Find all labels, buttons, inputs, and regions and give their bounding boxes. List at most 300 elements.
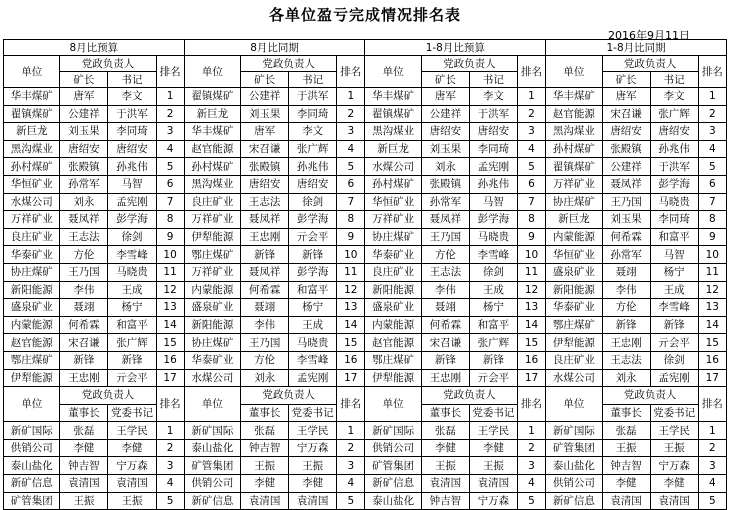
director-cell: 何希霖 — [241, 281, 289, 299]
unit-cell: 伊犁能源 — [184, 228, 240, 246]
unit-cell: 内蒙能源 — [546, 228, 602, 246]
director-cell: 公建祥 — [241, 88, 289, 106]
unit-cell: 翟镇煤矿 — [365, 105, 421, 123]
party-secretary-cell: 袁清国 — [469, 475, 517, 493]
rank-cell: 2 — [337, 105, 365, 123]
unit-cell: 华丰煤矿 — [184, 123, 240, 141]
director-header: 矿长 — [241, 72, 289, 88]
chairman-cell: 钟吉智 — [60, 457, 108, 475]
rank-cell: 15 — [156, 334, 184, 352]
rank-cell: 9 — [698, 228, 726, 246]
party-secretary-cell: 王学民 — [650, 422, 698, 440]
director-cell: 唐军 — [421, 88, 469, 106]
table-row — [4, 263, 727, 281]
director-cell: 何希霖 — [60, 316, 108, 334]
unit-cell: 良庄矿业 — [184, 193, 240, 211]
secretary-cell: 李同琦 — [650, 211, 698, 229]
rank-cell: 14 — [156, 316, 184, 334]
unit-cell: 黑沟煤业 — [546, 123, 602, 141]
unit-cell: 水煤公司 — [184, 369, 240, 387]
unit-cell: 内蒙能源 — [4, 316, 60, 334]
rank-cell: 5 — [337, 492, 365, 510]
director-cell: 李伟 — [60, 281, 108, 299]
secretary-cell: 徐剑 — [289, 193, 337, 211]
rank-cell: 15 — [698, 334, 726, 352]
unit-header: 单位 — [184, 387, 240, 422]
rank-header: 排名 — [517, 56, 545, 88]
secretary-cell: 徐剑 — [108, 228, 156, 246]
director-cell: 聂凤祥 — [602, 175, 650, 193]
secretary-cell: 孙兆伟 — [289, 158, 337, 176]
secretary-cell: 彭学海 — [650, 175, 698, 193]
secretary-cell: 亓会平 — [108, 369, 156, 387]
director-cell: 公建祥 — [421, 105, 469, 123]
unit-cell: 新阳能源 — [4, 281, 60, 299]
rank-cell: 10 — [156, 246, 184, 264]
secretary-cell: 李文 — [289, 123, 337, 141]
rank-cell: 1 — [698, 88, 726, 106]
rank-cell: 13 — [337, 299, 365, 317]
secretary-cell: 马晓贵 — [469, 228, 517, 246]
secretary-cell: 李同琦 — [289, 105, 337, 123]
unit-cell: 孙村煤矿 — [546, 140, 602, 158]
rank-cell: 4 — [698, 140, 726, 158]
unit-cell: 良庄矿业 — [365, 263, 421, 281]
unit-cell: 赵官能源 — [184, 140, 240, 158]
unit-cell: 新矿信息 — [184, 492, 240, 510]
secretary-cell: 新锋 — [289, 246, 337, 264]
unit-cell: 赵官能源 — [365, 334, 421, 352]
rank-cell: 3 — [337, 123, 365, 141]
rank-cell: 3 — [337, 457, 365, 475]
rank-cell: 13 — [517, 299, 545, 317]
secretary-cell: 王成 — [650, 281, 698, 299]
party-secretary-cell: 宁万森 — [650, 457, 698, 475]
party-secretary-header: 党委书记 — [108, 404, 156, 422]
secretary-cell: 李文 — [469, 88, 517, 106]
secretary-cell: 李文 — [108, 88, 156, 106]
secretary-cell: 杨宁 — [289, 299, 337, 317]
rank-cell: 10 — [698, 246, 726, 264]
unit-cell: 鄂庄煤矿 — [4, 351, 60, 369]
director-cell: 王乃国 — [60, 263, 108, 281]
secretary-cell: 张广辉 — [469, 334, 517, 352]
director-cell: 孙常军 — [60, 175, 108, 193]
secretary-cell: 唐绍安 — [650, 123, 698, 141]
director-cell: 方伦 — [421, 246, 469, 264]
unit-cell: 水煤公司 — [4, 193, 60, 211]
rank-cell: 9 — [337, 228, 365, 246]
secretary-cell: 和富平 — [650, 228, 698, 246]
chairman-cell: 袁清国 — [602, 492, 650, 510]
rank-cell: 10 — [517, 246, 545, 264]
secretary-cell: 孙兆伟 — [469, 175, 517, 193]
director-cell: 何希霖 — [602, 228, 650, 246]
secretary-header: 书记 — [469, 72, 517, 88]
report-title: 各单位盈亏完成情况排名表 — [268, 6, 461, 24]
chairman-cell: 钟吉智 — [421, 492, 469, 510]
rank-cell: 13 — [698, 299, 726, 317]
table-row — [4, 422, 727, 440]
chairman-header: 董事长 — [241, 404, 289, 422]
unit-cell: 华泰矿业 — [365, 246, 421, 264]
secretary-cell: 新锋 — [108, 351, 156, 369]
director-cell: 张殿镇 — [60, 158, 108, 176]
secretary-cell: 李雪峰 — [108, 246, 156, 264]
rank-header: 排名 — [156, 56, 184, 88]
unit-cell: 黑沟煤业 — [4, 140, 60, 158]
rank-cell: 5 — [156, 492, 184, 510]
chairman-cell: 钟吉智 — [602, 457, 650, 475]
leaders-header: 党政负责人 — [60, 387, 156, 405]
unit-cell: 良庄矿业 — [4, 228, 60, 246]
leaders-header: 党政负责人 — [602, 387, 698, 405]
unit-cell: 内蒙能源 — [365, 316, 421, 334]
secretary-cell: 王成 — [289, 316, 337, 334]
rank-cell: 2 — [698, 439, 726, 457]
secretary-cell: 马晓贵 — [650, 193, 698, 211]
unit-cell: 赵官能源 — [546, 105, 602, 123]
unit-cell: 盛泉矿业 — [365, 299, 421, 317]
director-cell: 聂翊 — [60, 299, 108, 317]
rank-cell: 10 — [337, 246, 365, 264]
secretary-cell: 张广辉 — [650, 105, 698, 123]
rank-cell: 12 — [517, 281, 545, 299]
director-cell: 新锋 — [421, 351, 469, 369]
rank-cell: 16 — [517, 351, 545, 369]
party-secretary-header: 党委书记 — [469, 404, 517, 422]
unit-cell: 协庄煤矿 — [4, 263, 60, 281]
director-cell: 刘玉果 — [241, 105, 289, 123]
secretary-cell: 王成 — [469, 281, 517, 299]
rank-cell: 1 — [337, 422, 365, 440]
rank-cell: 8 — [517, 211, 545, 229]
rank-header: 排名 — [337, 56, 365, 88]
secretary-cell: 于洪军 — [469, 105, 517, 123]
rank-cell: 2 — [337, 439, 365, 457]
director-cell: 刘玉果 — [421, 140, 469, 158]
director-cell: 唐绍安 — [241, 175, 289, 193]
chairman-cell: 张磊 — [60, 422, 108, 440]
section-header-row — [4, 40, 727, 56]
party-secretary-cell: 袁清国 — [650, 492, 698, 510]
unit-cell: 华丰煤矿 — [4, 88, 60, 106]
unit-cell: 水煤公司 — [365, 158, 421, 176]
secretary-cell: 孟宪刚 — [289, 369, 337, 387]
table-row — [4, 140, 727, 158]
rank-cell: 15 — [337, 334, 365, 352]
unit-cell: 新巨龙 — [365, 140, 421, 158]
party-secretary-cell: 宁万森 — [469, 492, 517, 510]
unit-cell: 万祥矿业 — [184, 211, 240, 229]
rank-header: 排名 — [698, 56, 726, 88]
rank-cell: 3 — [517, 457, 545, 475]
unit-cell: 盛泉矿业 — [184, 299, 240, 317]
secretary-cell: 彭学海 — [469, 211, 517, 229]
director-cell: 新锋 — [60, 351, 108, 369]
table-row — [4, 457, 727, 475]
director-cell: 李伟 — [241, 316, 289, 334]
rank-cell: 3 — [156, 457, 184, 475]
secretary-cell: 于洪军 — [108, 105, 156, 123]
unit-cell: 矿管集团 — [4, 492, 60, 510]
unit-cell: 供销公司 — [365, 439, 421, 457]
unit-cell: 鄂庄煤矿 — [546, 316, 602, 334]
rank-cell: 6 — [698, 175, 726, 193]
unit-cell: 内蒙能源 — [184, 281, 240, 299]
rank-cell: 17 — [156, 369, 184, 387]
director-cell: 刘玉果 — [60, 123, 108, 141]
table-row — [4, 316, 727, 334]
rank-cell: 11 — [337, 263, 365, 281]
unit-cell: 新阳能源 — [365, 281, 421, 299]
unit-cell: 矿管集团 — [546, 439, 602, 457]
rank-cell: 3 — [156, 123, 184, 141]
rank-cell: 13 — [156, 299, 184, 317]
rank-cell: 5 — [698, 492, 726, 510]
table-row — [4, 211, 727, 229]
party-secretary-cell: 袁清国 — [108, 475, 156, 493]
rank-cell: 8 — [698, 211, 726, 229]
section-label: 8月比同期 — [184, 40, 365, 56]
unit-cell: 新矿国际 — [365, 422, 421, 440]
director-cell: 唐军 — [60, 88, 108, 106]
chairman-cell: 袁清国 — [421, 475, 469, 493]
secretary-cell: 李雪峰 — [650, 299, 698, 317]
chairman-cell: 王振 — [602, 439, 650, 457]
table-row — [4, 193, 727, 211]
rank-cell: 6 — [156, 175, 184, 193]
secretary-header: 书记 — [108, 72, 156, 88]
secretary-cell: 新锋 — [469, 351, 517, 369]
leaders-header: 党政负责人 — [421, 56, 517, 72]
chairman-cell: 张磊 — [421, 422, 469, 440]
rank-cell: 12 — [698, 281, 726, 299]
leaders-header: 党政负责人 — [421, 387, 517, 405]
party-secretary-cell: 王振 — [108, 492, 156, 510]
rank-cell: 4 — [337, 140, 365, 158]
chairman-cell: 王振 — [421, 457, 469, 475]
secretary-cell: 唐绍安 — [469, 123, 517, 141]
director-header: 矿长 — [602, 72, 650, 88]
rank-cell: 6 — [337, 175, 365, 193]
secretary-cell: 王成 — [108, 281, 156, 299]
director-cell: 李伟 — [421, 281, 469, 299]
table-row — [4, 299, 727, 317]
secretary-cell: 亓会平 — [289, 228, 337, 246]
unit-cell: 矿管集团 — [365, 457, 421, 475]
chairman-cell: 张磊 — [602, 422, 650, 440]
party-secretary-cell: 李健 — [289, 475, 337, 493]
leaders-header: 党政负责人 — [241, 387, 337, 405]
unit-cell: 翟镇煤矿 — [184, 88, 240, 106]
rank-cell: 14 — [698, 316, 726, 334]
unit-cell: 华恒矿业 — [546, 246, 602, 264]
director-cell: 唐绍安 — [60, 140, 108, 158]
rank-cell: 2 — [156, 439, 184, 457]
director-cell: 宋召谦 — [60, 334, 108, 352]
secretary-cell: 亓会平 — [469, 369, 517, 387]
unit-cell: 盛泉矿业 — [546, 263, 602, 281]
director-cell: 聂翊 — [421, 299, 469, 317]
director-cell: 聂翊 — [602, 263, 650, 281]
table-row — [4, 123, 727, 141]
chairman-header: 董事长 — [602, 404, 650, 422]
secretary-cell: 孟宪刚 — [108, 193, 156, 211]
rank-cell: 7 — [337, 193, 365, 211]
director-cell: 张殿镇 — [241, 158, 289, 176]
chairman-cell: 王振 — [60, 492, 108, 510]
chairman-cell: 李健 — [421, 439, 469, 457]
rank-cell: 5 — [337, 158, 365, 176]
party-secretary-cell: 王振 — [469, 457, 517, 475]
director-cell: 方伦 — [602, 299, 650, 317]
unit-cell: 良庄矿业 — [546, 351, 602, 369]
rank-cell: 14 — [337, 316, 365, 334]
report-date: 2016年9月11日 — [608, 29, 690, 42]
rank-cell: 8 — [337, 211, 365, 229]
secretary-header: 书记 — [650, 72, 698, 88]
director-cell: 刘永 — [602, 369, 650, 387]
ranking-table — [3, 39, 727, 510]
director-cell: 王志法 — [241, 193, 289, 211]
chairman-cell: 李健 — [60, 439, 108, 457]
director-cell: 李伟 — [602, 281, 650, 299]
secretary-header: 书记 — [289, 72, 337, 88]
secretary-cell: 彭学海 — [289, 211, 337, 229]
director-cell: 宋召谦 — [241, 140, 289, 158]
director-cell: 刘永 — [60, 193, 108, 211]
secretary-cell: 马晓贵 — [289, 334, 337, 352]
unit-cell: 华丰煤矿 — [546, 88, 602, 106]
rank-cell: 1 — [698, 422, 726, 440]
party-secretary-cell: 王振 — [289, 457, 337, 475]
director-cell: 刘玉果 — [602, 211, 650, 229]
chairman-cell: 王振 — [241, 457, 289, 475]
unit-cell: 新矿信息 — [365, 475, 421, 493]
unit-cell: 协庄煤矿 — [365, 228, 421, 246]
director-cell: 王忠刚 — [602, 334, 650, 352]
party-secretary-cell: 宁万森 — [108, 457, 156, 475]
secretary-cell: 彭学海 — [108, 211, 156, 229]
unit-cell: 孙村煤矿 — [365, 175, 421, 193]
unit-cell: 新阳能源 — [546, 281, 602, 299]
unit-cell: 万祥矿业 — [184, 263, 240, 281]
party-secretary-header: 党委书记 — [650, 404, 698, 422]
rank-cell: 9 — [517, 228, 545, 246]
unit-cell: 华泰矿业 — [184, 351, 240, 369]
chairman-cell: 张磊 — [241, 422, 289, 440]
table-row — [4, 334, 727, 352]
party-secretary-cell: 宁万森 — [289, 439, 337, 457]
secretary-cell: 张广辉 — [289, 140, 337, 158]
party-secretary-cell: 李健 — [469, 439, 517, 457]
director-cell: 孙常军 — [421, 193, 469, 211]
director-cell: 方伦 — [60, 246, 108, 264]
director-cell: 唐绍安 — [421, 123, 469, 141]
rank-cell: 4 — [517, 475, 545, 493]
unit-cell: 供销公司 — [4, 439, 60, 457]
unit-cell: 新矿国际 — [546, 422, 602, 440]
unit-cell: 盛泉矿业 — [4, 299, 60, 317]
unit-cell: 黑沟煤业 — [184, 175, 240, 193]
column-header-row-2 — [4, 387, 727, 405]
director-cell: 王乃国 — [241, 334, 289, 352]
director-cell: 聂翊 — [241, 299, 289, 317]
rank-cell: 4 — [156, 475, 184, 493]
rank-cell: 16 — [698, 351, 726, 369]
party-secretary-cell: 王学民 — [289, 422, 337, 440]
unit-cell: 赵官能源 — [4, 334, 60, 352]
secretary-cell: 杨宁 — [469, 299, 517, 317]
rank-cell: 17 — [517, 369, 545, 387]
leaders-header: 党政负责人 — [60, 56, 156, 72]
unit-cell: 伊犁能源 — [4, 369, 60, 387]
rank-cell: 16 — [337, 351, 365, 369]
director-cell: 聂凤祥 — [60, 211, 108, 229]
secretary-cell: 孟宪刚 — [650, 369, 698, 387]
secretary-cell: 和富平 — [108, 316, 156, 334]
leaders-header: 党政负责人 — [241, 56, 337, 72]
secretary-cell: 杨宁 — [650, 263, 698, 281]
secretary-cell: 徐剑 — [650, 351, 698, 369]
chairman-cell: 李健 — [241, 475, 289, 493]
table-row — [4, 158, 727, 176]
rank-cell: 2 — [517, 439, 545, 457]
secretary-cell: 李同琦 — [469, 140, 517, 158]
director-cell: 唐绍安 — [602, 123, 650, 141]
unit-cell: 华泰矿业 — [546, 299, 602, 317]
chairman-header: 董事长 — [60, 404, 108, 422]
unit-cell: 万祥矿业 — [365, 211, 421, 229]
director-cell: 新锋 — [602, 316, 650, 334]
unit-cell: 泰山盐化 — [184, 439, 240, 457]
table-row — [4, 228, 727, 246]
party-secretary-cell: 王振 — [650, 439, 698, 457]
unit-cell: 新阳能源 — [184, 316, 240, 334]
table-row — [4, 281, 727, 299]
rank-cell: 11 — [156, 263, 184, 281]
director-header: 矿长 — [60, 72, 108, 88]
unit-cell: 鄂庄煤矿 — [365, 351, 421, 369]
unit-cell: 泰山盐化 — [365, 492, 421, 510]
rank-cell: 1 — [517, 422, 545, 440]
secretary-cell: 于洪军 — [289, 88, 337, 106]
unit-cell: 鄂庄煤矿 — [184, 246, 240, 264]
secretary-cell: 马晓贵 — [108, 263, 156, 281]
director-cell: 王忠刚 — [421, 369, 469, 387]
party-secretary-cell: 李健 — [650, 475, 698, 493]
director-cell: 张殿镇 — [602, 140, 650, 158]
unit-cell: 翟镇煤矿 — [4, 105, 60, 123]
secretary-cell: 孙兆伟 — [108, 158, 156, 176]
rank-cell: 8 — [156, 211, 184, 229]
table-row — [4, 351, 727, 369]
secretary-cell: 李雪峰 — [289, 351, 337, 369]
section-label: 1-8月比同期 — [546, 40, 727, 56]
unit-cell: 新矿信息 — [546, 492, 602, 510]
unit-cell: 供销公司 — [184, 475, 240, 493]
director-cell: 何希霖 — [421, 316, 469, 334]
secretary-cell: 唐绍安 — [108, 140, 156, 158]
unit-cell: 黑沟煤业 — [365, 123, 421, 141]
director-cell: 聂凤祥 — [241, 211, 289, 229]
rank-header: 排名 — [698, 387, 726, 422]
director-header: 矿长 — [421, 72, 469, 88]
unit-cell: 华丰煤矿 — [365, 88, 421, 106]
director-cell: 方伦 — [241, 351, 289, 369]
chairman-cell: 李健 — [602, 475, 650, 493]
